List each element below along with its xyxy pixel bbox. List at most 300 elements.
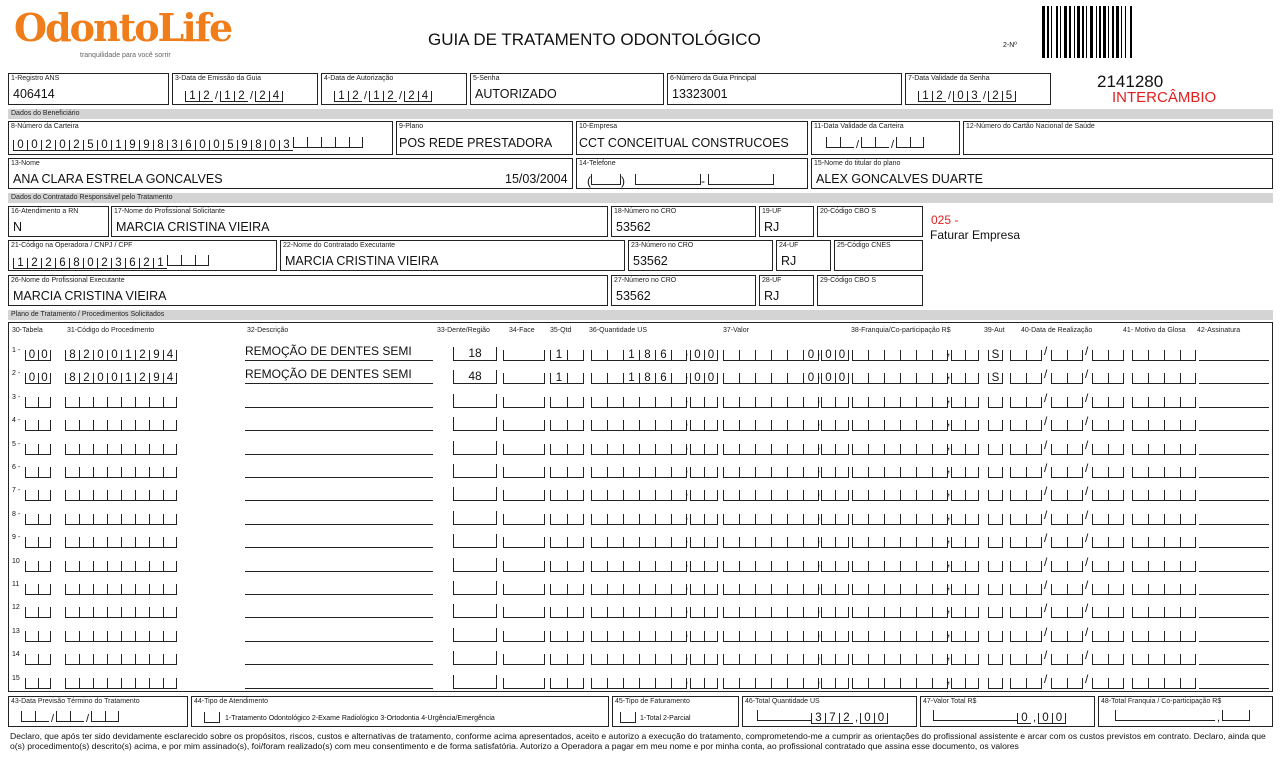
aut-cell[interactable] — [988, 584, 1003, 595]
digit-cell — [704, 514, 718, 525]
digit-cell — [965, 420, 979, 431]
dente-regiao-cell[interactable] — [453, 651, 497, 665]
digit-cell — [107, 631, 121, 642]
digit-cell — [149, 444, 163, 455]
underline — [1199, 688, 1269, 689]
field-plano[interactable] — [396, 121, 573, 155]
decimal-sep: , — [685, 507, 689, 522]
digit-cell — [65, 514, 79, 525]
digit-cell — [723, 350, 739, 361]
table-row[interactable] — [9, 342, 1274, 365]
field-carteira[interactable] — [8, 121, 393, 155]
digit-cell — [1092, 537, 1108, 548]
digit-cell — [623, 444, 639, 455]
digit-cell — [655, 397, 671, 408]
digit-cell — [121, 514, 135, 525]
digit-cell — [65, 631, 79, 642]
digit-cell — [1132, 467, 1148, 478]
decimal-sep: , — [947, 484, 951, 499]
field-uf-19[interactable] — [759, 206, 814, 237]
underline — [245, 430, 433, 431]
date-sep: / — [1044, 484, 1048, 499]
barcode-bar — [1051, 6, 1052, 58]
row-number: 3 - — [12, 393, 21, 401]
barcode-bar — [1116, 6, 1119, 58]
digit-cell — [739, 420, 755, 431]
decimal-sep: , — [685, 390, 689, 405]
digit-cell: 1 — [623, 350, 639, 361]
digit-cell — [121, 678, 135, 689]
digit-cell — [787, 444, 803, 455]
barcode-bar — [1047, 6, 1049, 58]
digit-cell — [868, 350, 884, 361]
aut-cell[interactable] — [988, 444, 1003, 455]
dente-regiao-cell[interactable] — [453, 464, 497, 478]
dente-regiao-cell[interactable] — [453, 417, 497, 431]
field-cro-18[interactable] — [611, 206, 756, 237]
digit-cell — [852, 537, 868, 548]
field-guia-principal[interactable] — [667, 73, 902, 105]
field-tipo-atendimento[interactable] — [191, 696, 609, 727]
decimal-sep: , — [947, 671, 951, 686]
digit-cell: 4 — [163, 373, 177, 384]
atendimento-rn-value: N — [13, 220, 23, 234]
digit-cell — [623, 537, 639, 548]
digit-cell — [1092, 420, 1108, 431]
digit-cell — [900, 654, 916, 665]
digit-cell — [93, 537, 107, 548]
digit-cell — [787, 373, 803, 384]
date-sep: / — [1044, 437, 1048, 452]
table-row[interactable] — [9, 365, 1274, 388]
digit-cell — [79, 678, 93, 689]
profissional-executante-value: MARCIA CRISTINA VIEIRA — [13, 289, 167, 303]
digit-cell — [868, 678, 884, 689]
aut-cell[interactable] — [988, 631, 1003, 642]
digit-cell — [916, 490, 932, 501]
field-codigo-operadora[interactable] — [8, 240, 277, 271]
digit-cell — [65, 420, 79, 431]
digit-cell — [723, 490, 739, 501]
digit-cell — [1051, 420, 1067, 431]
field-uf-28[interactable] — [759, 275, 814, 306]
digit-cell — [965, 467, 979, 478]
digit-cell — [1067, 537, 1083, 548]
digit-cell — [1132, 350, 1148, 361]
digit-cell — [1164, 584, 1180, 595]
decimal-sep: , — [947, 507, 951, 522]
digit-cell — [550, 397, 567, 408]
digit-cell — [1067, 631, 1083, 642]
digit-cell — [607, 631, 623, 642]
dente-regiao-cell[interactable] — [453, 534, 497, 548]
field-cro-27[interactable] — [611, 275, 756, 306]
label: 12-Número do Cartão Nacional de Saúde — [966, 123, 1095, 130]
field-contratado-executante[interactable] — [280, 240, 625, 271]
dente-regiao-cell[interactable] — [453, 675, 497, 689]
decimal-sep: , — [817, 344, 821, 358]
underline — [245, 594, 433, 595]
decimal-sep: , — [817, 554, 821, 569]
barcode-bar — [1069, 6, 1071, 58]
digit-cell — [567, 490, 584, 501]
guia-principal-value: 13323001 — [672, 87, 728, 101]
digit-cell — [65, 490, 79, 501]
aut-cell[interactable] — [988, 490, 1003, 501]
date-sep: / — [1044, 578, 1048, 592]
field-validade-senha[interactable] — [905, 73, 1051, 105]
total-us-digits: 3 7 2 , 0 0 — [757, 710, 888, 724]
digit-cell: 1 — [623, 373, 639, 384]
field-cartao-nacional[interactable] — [963, 121, 1273, 155]
digit-cell — [932, 373, 948, 384]
digit-cell — [149, 467, 163, 478]
aut-cell[interactable] — [988, 678, 1003, 689]
digit-cell — [868, 584, 884, 595]
digit-cell — [690, 490, 704, 501]
digit-cell — [25, 490, 38, 501]
digit-cell — [900, 350, 916, 361]
field-total-qtd-us[interactable] — [742, 696, 917, 727]
underline — [245, 407, 433, 408]
table-row[interactable] — [9, 576, 1274, 599]
col-valor: 37-Valor — [723, 327, 749, 334]
digit-cell — [1180, 654, 1196, 665]
digit-cell — [79, 654, 93, 665]
table-row[interactable] — [9, 529, 1274, 552]
aut-cell[interactable] — [988, 420, 1003, 431]
underline — [1199, 547, 1269, 548]
digit-cell — [1051, 537, 1067, 548]
field-senha[interactable] — [470, 73, 664, 105]
field-titular[interactable] — [811, 158, 1273, 189]
digit-cell — [1067, 654, 1083, 665]
digit-cell — [107, 561, 121, 572]
col-qtd-us: 36-Quantidade US — [589, 327, 647, 334]
digit-cell — [1026, 467, 1042, 478]
digit-cell — [1108, 467, 1124, 478]
dente-regiao-cell[interactable] — [453, 511, 497, 525]
barcode-bar — [1077, 6, 1080, 58]
total-franquia-digits: , — [1115, 710, 1250, 724]
row-number: 4 - — [12, 417, 21, 425]
table-row[interactable] — [9, 389, 1274, 412]
field-telefone[interactable] — [576, 158, 808, 189]
aut-cell[interactable] — [988, 514, 1003, 525]
digit-cell — [65, 467, 79, 478]
digit-cell — [868, 444, 884, 455]
label: 15-Nome do titular do plano — [814, 160, 901, 167]
aut-cell[interactable] — [988, 467, 1003, 478]
digit-cell — [951, 584, 965, 595]
digit-cell — [163, 420, 177, 431]
digit-cell — [135, 607, 149, 618]
digit-cell — [868, 561, 884, 572]
dente-regiao-cell[interactable] — [453, 441, 497, 455]
digit-cell — [503, 350, 545, 361]
table-row[interactable] — [9, 623, 1274, 646]
aut-cell[interactable]: S — [988, 350, 1003, 361]
tipo-atendimento-box[interactable] — [204, 712, 220, 723]
digit-cell — [503, 514, 545, 525]
digit-cell — [916, 444, 932, 455]
digit-cell — [135, 584, 149, 595]
digit-cell — [607, 537, 623, 548]
dente-regiao-cell[interactable] — [453, 487, 497, 501]
digit-cell — [884, 467, 900, 478]
digit-cell — [835, 678, 849, 689]
digit-cell — [739, 490, 755, 501]
decimal-sep: , — [685, 484, 689, 499]
underline — [1199, 617, 1269, 618]
digit-cell — [1026, 678, 1042, 689]
decimal-sep: , — [947, 554, 951, 569]
digit-cell — [121, 561, 135, 572]
digit-cell — [821, 420, 835, 431]
field-profissional-executante[interactable] — [8, 275, 608, 306]
digit-cell — [723, 631, 739, 642]
decimal-sep: , — [685, 601, 689, 616]
digit-cell — [1180, 397, 1196, 408]
digit-cell — [771, 631, 787, 642]
digit-cell — [723, 584, 739, 595]
dente-regiao-cell[interactable] — [453, 558, 497, 572]
field-empresa[interactable] — [576, 121, 808, 155]
digit-cell — [965, 537, 979, 548]
field-cbo-20[interactable] — [817, 206, 923, 237]
digit-cell — [965, 397, 979, 408]
registro-ans-value: 406414 — [13, 87, 55, 101]
digit-cell — [655, 654, 671, 665]
titular-value: ALEX GONCALVES DUARTE — [816, 172, 983, 186]
aut-cell[interactable] — [988, 607, 1003, 618]
field-uf-24[interactable] — [776, 240, 831, 271]
digit-cell — [1132, 490, 1148, 501]
decimal-sep: , — [947, 414, 951, 429]
digit-cell — [503, 397, 545, 408]
label: 7-Data Validade da Senha — [908, 75, 990, 82]
digit-cell — [835, 631, 849, 642]
aut-cell[interactable] — [988, 537, 1003, 548]
date-sep: / — [1044, 414, 1048, 429]
digit-cell — [1026, 444, 1042, 455]
decimal-sep: , — [817, 484, 821, 499]
digit-cell — [1067, 607, 1083, 618]
digit-cell — [1132, 537, 1148, 548]
label: 13-Nome — [11, 160, 40, 167]
date-sep: / — [1044, 507, 1048, 522]
cro-23-value: 53562 — [633, 254, 668, 268]
decimal-sep: , — [817, 461, 821, 475]
digit-cell — [1164, 607, 1180, 618]
aut-cell[interactable] — [988, 561, 1003, 572]
field-atendimento-rn[interactable] — [8, 206, 109, 237]
field-profissional-solicitante[interactable] — [111, 206, 608, 237]
digit-cell — [916, 350, 932, 361]
digit-cell — [965, 631, 979, 642]
digit-cell — [771, 467, 787, 478]
digit-cell — [723, 514, 739, 525]
field-previsao-termino[interactable] — [8, 696, 188, 727]
digit-cell — [900, 397, 916, 408]
dente-regiao-cell[interactable]: 48 — [453, 370, 497, 384]
aut-cell[interactable]: S — [988, 373, 1003, 384]
label: 25-Código CNES — [837, 242, 891, 249]
digit-cell — [149, 607, 163, 618]
digit-cell — [690, 561, 704, 572]
digit-cell — [1051, 514, 1067, 525]
underline — [1199, 524, 1269, 525]
dente-regiao-cell[interactable] — [453, 628, 497, 642]
digit-cell: 0 — [93, 373, 107, 384]
digit-cell — [951, 420, 965, 431]
digit-cell — [639, 467, 655, 478]
digit-cell — [65, 607, 79, 618]
table-row[interactable] — [9, 506, 1274, 529]
digit-cell — [1026, 607, 1042, 618]
digit-cell — [1180, 444, 1196, 455]
digit-cell: 0 — [107, 373, 121, 384]
tipo-faturamento-box[interactable] — [620, 712, 636, 723]
underline — [245, 383, 433, 384]
dente-regiao-cell[interactable] — [453, 394, 497, 408]
barcode-bar — [1112, 6, 1114, 58]
digit-cell — [690, 514, 704, 525]
digit-cell — [655, 678, 671, 689]
digit-cell — [1108, 584, 1124, 595]
barcode-bar — [1082, 6, 1084, 58]
data-emissao-digits: 1 2 / 1 2 / 2 4 — [185, 88, 283, 102]
digit-cell — [1180, 373, 1196, 384]
digit-cell — [65, 397, 79, 408]
digit-cell — [900, 420, 916, 431]
table-row[interactable] — [9, 412, 1274, 435]
digit-cell — [1108, 537, 1124, 548]
dente-regiao-cell[interactable] — [453, 604, 497, 618]
digit-cell — [38, 490, 51, 501]
digit-cell — [25, 537, 38, 548]
field-registro-ans[interactable] — [8, 73, 169, 105]
table-row[interactable] — [9, 553, 1274, 576]
digit-cell — [107, 397, 121, 408]
digit-cell — [163, 654, 177, 665]
digit-cell — [1010, 467, 1026, 478]
digit-cell — [835, 397, 849, 408]
digit-cell: 0 — [803, 373, 819, 384]
field-data-autorizacao[interactable] — [321, 73, 467, 105]
digit-cell — [1132, 397, 1148, 408]
digit-cell — [1026, 514, 1042, 525]
digit-cell — [1108, 350, 1124, 361]
digit-cell — [723, 397, 739, 408]
field-cbo-29[interactable] — [817, 275, 923, 306]
dente-regiao-cell[interactable] — [453, 581, 497, 595]
logo-tagline: tranquilidade para você sorrir — [80, 52, 171, 59]
aut-cell[interactable] — [988, 397, 1003, 408]
digit-cell — [835, 467, 849, 478]
digit-cell — [1092, 654, 1108, 665]
digit-cell — [93, 584, 107, 595]
digit-cell — [704, 654, 718, 665]
digit-cell — [607, 444, 623, 455]
table-row[interactable] — [9, 436, 1274, 459]
field-validade-carteira[interactable] — [811, 121, 960, 155]
field-cro-23[interactable] — [628, 240, 773, 271]
decimal-sep: , — [685, 531, 689, 546]
digit-cell — [932, 561, 948, 572]
digit-cell — [503, 537, 545, 548]
digit-cell — [163, 561, 177, 572]
digit-cell — [38, 420, 51, 431]
validade-senha-digits: 1 2 / 0 3 / 2 5 — [918, 88, 1016, 102]
digit-cell — [852, 514, 868, 525]
digit-cell — [623, 631, 639, 642]
aut-cell[interactable] — [988, 654, 1003, 665]
digit-cell — [932, 420, 948, 431]
dente-regiao-cell[interactable]: 18 — [453, 347, 497, 361]
field-cnes[interactable] — [834, 240, 923, 271]
digit-cell — [1026, 350, 1042, 361]
digit-cell — [503, 654, 545, 665]
table-row[interactable] — [9, 459, 1274, 482]
digit-cell — [1148, 631, 1164, 642]
table-row[interactable] — [9, 599, 1274, 622]
date-sep: / — [1044, 601, 1048, 616]
digit-cell — [821, 584, 835, 595]
col-aut: 39-Aut — [984, 327, 1005, 334]
digit-cell — [704, 420, 718, 431]
digit-cell — [704, 537, 718, 548]
digit-cell — [771, 350, 787, 361]
date-sep: / — [1044, 390, 1048, 405]
field-tipo-faturamento[interactable] — [612, 696, 739, 727]
digit-cell — [900, 490, 916, 501]
digit-cell — [25, 444, 38, 455]
digit-cell — [121, 397, 135, 408]
digit-cell — [591, 631, 607, 642]
digit-cell — [79, 490, 93, 501]
row-number: 10 — [12, 557, 20, 565]
digit-cell — [135, 514, 149, 525]
digit-cell — [79, 561, 93, 572]
digit-cell — [38, 584, 51, 595]
digit-cell: 1 — [550, 350, 567, 361]
table-row[interactable] — [9, 670, 1274, 693]
digit-cell — [639, 631, 655, 642]
digit-cell — [821, 397, 835, 408]
profissional-solicitante-value: MARCIA CRISTINA VIEIRA — [116, 220, 270, 234]
field-total-franquia[interactable] — [1098, 696, 1273, 727]
field-valor-total[interactable] — [920, 696, 1095, 727]
digit-cell: 0 — [93, 350, 107, 361]
digit-cell — [787, 350, 803, 361]
digit-cell — [1067, 467, 1083, 478]
field-nome[interactable] — [8, 158, 573, 189]
digit-cell — [1132, 444, 1148, 455]
section-plano: Plano de Tratamento / Procedimentos Solicitados — [8, 310, 1273, 320]
digit-cell — [868, 654, 884, 665]
barcode-bar — [1086, 6, 1087, 58]
table-row[interactable] — [9, 646, 1274, 669]
digit-cell — [1164, 467, 1180, 478]
field-data-emissao[interactable] — [172, 73, 318, 105]
table-row[interactable] — [9, 482, 1274, 505]
digit-cell — [951, 678, 965, 689]
declaration-text: Declaro, que após ter sido devidamente esclarecido sobre os propósitos, riscos, custos e alternativas de tratamento, conforme acima apresentados, aceito e autorizo a execução do tratamento, comprometendo-me a cumprir as orientações do profissional assistente e arcar com os custos previstos em contrato. Declaro, ainda que o(s) procedimento(s) descrito(s) acima, e por mim assinado(s), foi/foram realizado(s) com meu consentimento e de forma satisfatória. Autorizo a Operadora a pagar em meu nome e por minha conta, ao profissional contratado que assina esse documento, os valores — [10, 731, 1266, 751]
digit-cell — [135, 631, 149, 642]
digit-cell — [591, 537, 607, 548]
underline — [245, 547, 433, 548]
